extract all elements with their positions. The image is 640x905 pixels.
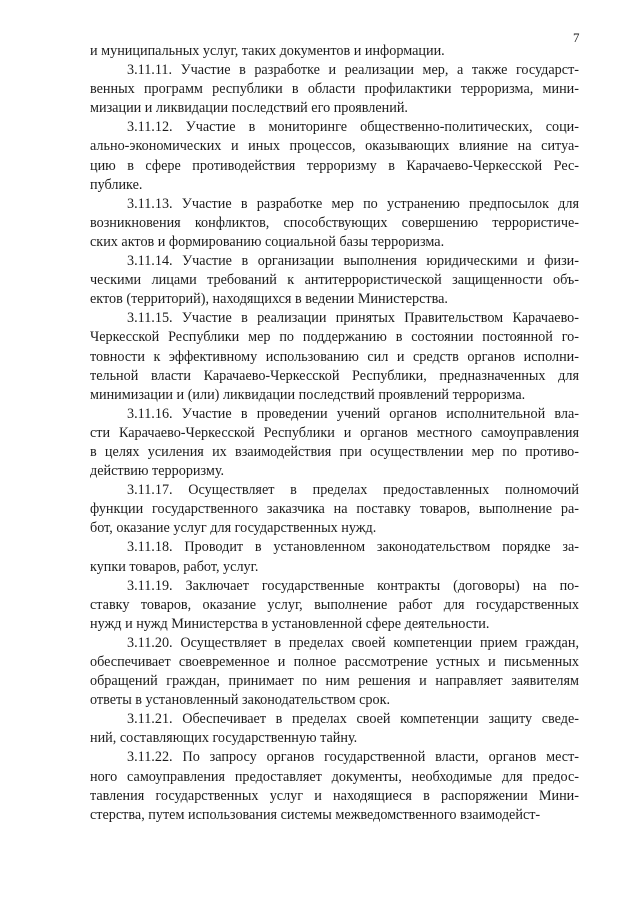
- text-line: 3.11.11. Участие в разработке и реализации мер, а также государст-: [127, 62, 579, 79]
- text-line: действию терроризму.: [90, 463, 225, 480]
- text-line: 3.11.17. Осуществляет в пределах предоставленных полномочий: [127, 482, 579, 499]
- paragraph: [90, 748, 579, 824]
- text-line: 3.11.15. Участие в реализации принятых Правительством Карачаево-: [127, 310, 579, 327]
- text-line: ских актов и формированию социальной базы терроризма.: [90, 233, 445, 250]
- text-line: ответы в установленный законодательством срок.: [90, 692, 391, 709]
- text-line: 3.11.16. Участие в проведении учений органов исполнительной вла-: [127, 405, 579, 422]
- text-line: 3.11.18. Проводит в установленном законодательством порядке за-: [127, 539, 579, 556]
- text-line: ного самоуправления предоставляет документы, необходимые для предос-: [90, 768, 579, 785]
- text-line: Черкесской Республики мер по поддержанию в состоянии постоянной го-: [90, 329, 579, 346]
- text-line: 3.11.14. Участие в организации выполнения юридическими и физи-: [127, 253, 579, 270]
- text-line: обеспечивает своевременное и полное рассмотрение устных и письменных: [90, 654, 579, 670]
- text-line: ально-экономических и иных процессов, оказывающих влияние на ситуа-: [90, 138, 579, 155]
- text-line: ставку товаров, оказание услуг, выполнение работ для государственных: [90, 596, 579, 613]
- paragraph: [90, 42, 579, 61]
- text-line: минимизации и (или) ликвидации последствий проявлений терроризма.: [90, 386, 526, 403]
- paragraph: [90, 405, 579, 481]
- paragraph: [90, 577, 579, 634]
- text-line: 3.11.19. Заключает государственные контракты (договоры) на по-: [127, 577, 579, 594]
- text-line: 3.11.20. Осуществляет в пределах своей компетенции прием граждан,: [127, 634, 579, 651]
- paragraph: [90, 195, 579, 252]
- text-line: и муниципальных услуг, таких документов и информации.: [90, 43, 445, 59]
- text-line: бот, оказание услуг для государственных нужд.: [90, 520, 377, 537]
- text-line: тельной власти Карачаево-Черкесской Республики, предназначенных для: [90, 367, 579, 384]
- text-line: тавления государственных услуг и находящиеся в распоряжении Мини-: [90, 787, 579, 804]
- text-line: 3.11.12. Участие в мониторинге общественно-политических, соци-: [127, 119, 579, 136]
- text-line: 3.11.13. Участие в разработке мер по устранению предпосылок для: [127, 195, 579, 212]
- paragraph: [90, 710, 579, 748]
- text-line: 3.11.21. Обеспечивает в пределах своей компетенции защиту сведе-: [127, 711, 579, 728]
- text-line: стерства, путем использования системы межведомственного взаимодейст-: [90, 806, 541, 823]
- paragraph: [90, 252, 579, 309]
- text-line: возникновения конфликтов, способствующих совершению террористиче-: [90, 214, 579, 231]
- text-line: ческими лицами требований к антитеррористической защищенности объ-: [90, 272, 579, 289]
- text-line: мизации и ликвидации последствий его проявлений.: [90, 100, 408, 117]
- text-line: функции государственного заказчика на поставку товаров, выполнение ра-: [90, 501, 579, 518]
- text-line: в целях усиления их взаимодействия при осуществлении мер по противо-: [90, 443, 579, 460]
- document-body: [90, 42, 579, 825]
- text-line: венных программ республики в области профилактики терроризма, мини-: [90, 81, 579, 98]
- paragraph: [90, 61, 579, 118]
- text-line: обращений граждан, принимает по ним решения и направляет заявителям: [90, 673, 579, 690]
- text-line: купки товаров, работ, услуг.: [90, 558, 259, 575]
- text-line: 3.11.22. По запросу органов государственной власти, органов мест-: [127, 749, 579, 766]
- text-line: сти Карачаево-Черкесской Республики и органов местного самоуправления: [90, 424, 579, 441]
- paragraph: [90, 118, 579, 194]
- text-line: товности к эффективному использованию сил и средств органов исполни-: [90, 348, 579, 365]
- text-line: публике.: [90, 176, 143, 193]
- paragraph: [90, 481, 579, 538]
- text-line: нужд и нужд Министерства в установленной сфере деятельности.: [90, 615, 490, 632]
- text-line: ектов (территорий), находящихся в ведении Министерства.: [90, 291, 448, 308]
- text-line: цию в сфере противодействия терроризму в Карачаево-Черкесской Рес-: [90, 157, 579, 174]
- text-line: ний, составляющих государственную тайну.: [90, 730, 358, 747]
- page-number: 7: [573, 30, 580, 45]
- paragraph: [90, 538, 579, 576]
- paragraph: [90, 634, 579, 710]
- paragraph: [90, 309, 579, 404]
